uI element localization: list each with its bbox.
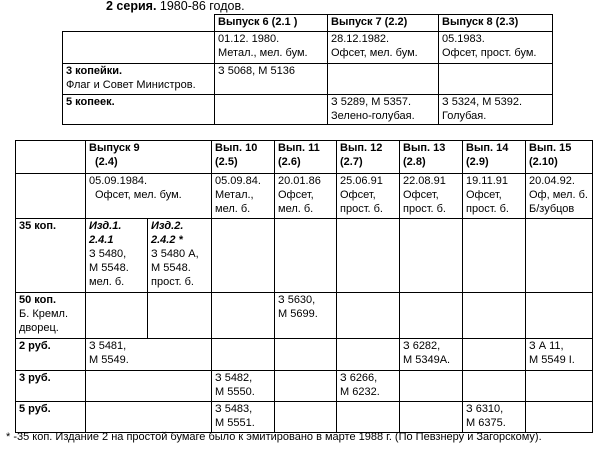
row-label: 5 руб. [16,402,86,433]
table-row [16,339,593,371]
header-cell: Выпуск 9 (2.4) [86,141,212,174]
table-cell [275,339,337,371]
header-cell: Вып. 15 (2.10) [526,141,593,174]
table-row [16,293,593,339]
table-cell: З А 11, М 5549 I. [526,339,593,371]
table-cell [63,15,215,32]
table-cell [86,402,212,433]
table-row [63,64,553,95]
row-label: 2 руб. [16,339,86,371]
table-cell: З 5068, М 5136 [215,64,328,95]
header-cell: Выпуск 7 (2.2) [328,15,439,32]
table-cell: З 6266, М 6232. [337,371,400,402]
table-cell: З 5483, М 5551. [212,402,275,433]
table-cell: 05.09.1984. Офсет, мел. бум. [86,174,212,219]
table-cell [526,402,593,433]
table-cell [526,371,593,402]
table-row [63,32,553,64]
table-cell: 05.1983. Офсет, прост. бум. [439,32,553,64]
table-cell [86,293,148,339]
table-cell: 22.08.91 Офсет, прост. б. [400,174,463,219]
page-title [106,0,245,14]
table-cell [400,293,463,339]
table-cell: З 5289, М 5357. Зелено-голубая. [328,95,439,125]
table-cell [63,32,215,64]
series-years: 1980-86 годов. [156,0,245,13]
table-cell: 28.12.1982. Офсет, мел. бум. [328,32,439,64]
table-cell: З 6282, М 5349А. [400,339,463,371]
table-row [16,219,593,293]
table-cell [439,64,553,95]
table-cell [16,174,86,219]
footnote: * -35 коп. Издание 2 на простой бумаге было к эмитировано в марте 1988 г. (По Певзнеру и Загорскому). [6,431,542,443]
table-cell: 19.11.91 Офсет, прост. б. [463,174,526,219]
series-label: 2 серия. [106,0,157,13]
table-cell [463,293,526,339]
table-cell: 25.06.91 Офсет, прост. б. [337,174,400,219]
header-cell: Вып. 13 (2.8) [400,141,463,174]
table-row [16,141,593,174]
table-cell: 20.04.92. Оф, мел. б. Б/зубцов [526,174,593,219]
table-series-2-early [62,14,553,125]
table-row [16,371,593,402]
table-cell [86,371,212,402]
table-cell [337,402,400,433]
table-cell [212,219,275,293]
table-cell [526,219,593,293]
table-cell [275,402,337,433]
header-cell: Вып. 12 (2.7) [337,141,400,174]
table-cell: Изд.2. 2.4.2 * З 5480 А, М 5548. прост. б. [148,219,212,293]
table-cell [275,371,337,402]
table-cell [337,219,400,293]
table-cell [463,219,526,293]
table-cell: З 5324, М 5392. Голубая. [439,95,553,125]
table-cell [275,219,337,293]
header-cell: Вып. 10 (2.5) [212,141,275,174]
table-cell: З 5482, М 5550. [212,371,275,402]
row-label: 35 коп. [16,219,86,293]
table-cell [463,339,526,371]
table-cell [337,339,400,371]
table-cell [337,293,400,339]
table-cell [328,64,439,95]
table-cell: Изд.1. 2.4.1 З 5480, М 5548. мел. б. [86,219,148,293]
table-cell [212,293,275,339]
header-cell: Выпуск 8 (2.3) [439,15,553,32]
table-cell: З 5630, М 5699. [275,293,337,339]
row-label: 50 коп. Б. Кремл. дворец. [16,293,86,339]
header-cell: Вып. 11 (2.6) [275,141,337,174]
row-label: 3 руб. [16,371,86,402]
table-cell: 05.09.84. Метал., мел. б. [212,174,275,219]
row-label: 5 копеек. [63,95,215,125]
table-cell: 20.01.86 Офсет, мел. б. [275,174,337,219]
table-cell: 01.12. 1980. Метал., мел. бум. [215,32,328,64]
table-cell [212,339,275,371]
table-row [63,95,553,125]
table-cell [148,293,212,339]
table-cell: З 5481, М 5549. [86,339,212,371]
table-cell [16,141,86,174]
table-cell [400,371,463,402]
header-cell: Выпуск 6 (2.1 ) [215,15,328,32]
table-series-2-late [15,140,593,433]
table-cell [215,95,328,125]
table-cell [526,293,593,339]
table-cell: З 6310, М 6375. [463,402,526,433]
row-label: 3 копейки. Флаг и Совет Министров. [63,64,215,95]
table-row [16,174,593,219]
header-cell: Вып. 14 (2.9) [463,141,526,174]
table-cell [400,219,463,293]
table-row [63,15,553,32]
table-cell [463,371,526,402]
table-cell [400,402,463,433]
table-row [16,402,593,433]
